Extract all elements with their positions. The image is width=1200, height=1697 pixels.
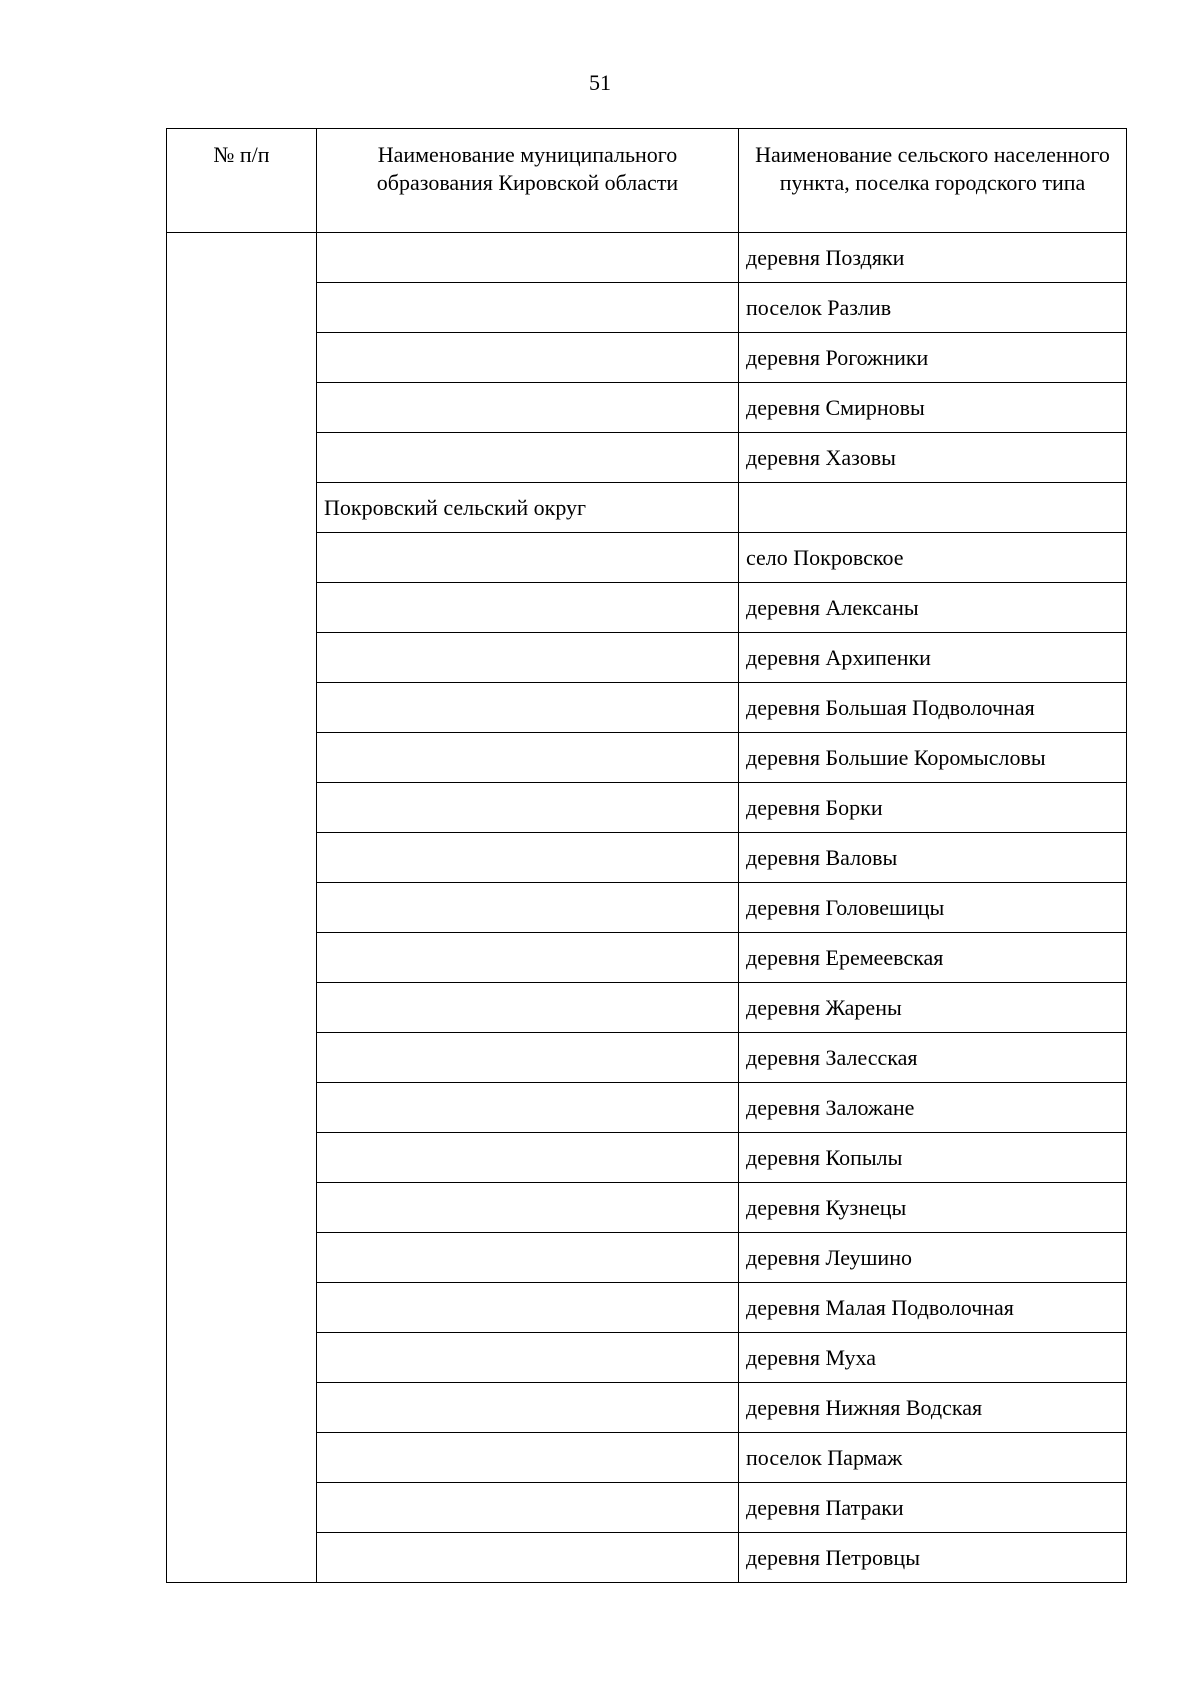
settlement-cell: деревня Валовы (739, 833, 1127, 883)
municipality-cell (317, 1483, 739, 1533)
settlement-cell: деревня Заложане (739, 1083, 1127, 1133)
settlements-table (166, 128, 1127, 1583)
settlement-cell: деревня Смирновы (739, 383, 1127, 433)
settlement-cell: деревня Борки (739, 783, 1127, 833)
settlement-cell: деревня Петровцы (739, 1533, 1127, 1583)
municipality-cell (317, 1383, 739, 1433)
settlement-cell: деревня Большие Коромысловы (739, 733, 1127, 783)
municipality-cell (317, 1533, 739, 1583)
settlement-cell: деревня Леушино (739, 1233, 1127, 1283)
settlement-cell: деревня Рогожники (739, 333, 1127, 383)
settlement-cell: деревня Кузнецы (739, 1183, 1127, 1233)
municipality-cell (317, 1433, 739, 1483)
municipality-cell (317, 1283, 739, 1333)
settlement-cell (739, 483, 1127, 533)
settlement-cell: деревня Алексаны (739, 583, 1127, 633)
municipality-cell (317, 983, 739, 1033)
settlement-cell: деревня Большая Подволочная (739, 683, 1127, 733)
municipality-cell (317, 583, 739, 633)
municipality-cell (317, 533, 739, 583)
municipality-cell (317, 283, 739, 333)
municipality-cell (317, 783, 739, 833)
header-settlement: Наименование сельского населенного пункта, поселка городского типа (739, 129, 1127, 233)
settlement-cell: деревня Малая Подволочная (739, 1283, 1127, 1333)
municipality-cell (317, 383, 739, 433)
settlement-cell: деревня Хазовы (739, 433, 1127, 483)
table-row (167, 233, 1127, 283)
settlement-cell: поселок Пармаж (739, 1433, 1127, 1483)
municipality-cell (317, 933, 739, 983)
settlement-cell: деревня Копылы (739, 1133, 1127, 1183)
settlement-cell: деревня Головешицы (739, 883, 1127, 933)
settlement-cell: деревня Муха (739, 1333, 1127, 1383)
municipality-cell (317, 1033, 739, 1083)
municipality-cell (317, 433, 739, 483)
number-cell (167, 233, 317, 1583)
settlement-cell: деревня Нижняя Водская (739, 1383, 1127, 1433)
header-municipality: Наименование муниципального образования Кировской области (317, 129, 739, 233)
municipality-cell (317, 833, 739, 883)
settlement-cell: деревня Залесская (739, 1033, 1127, 1083)
municipality-cell (317, 1333, 739, 1383)
settlement-cell: деревня Жарены (739, 983, 1127, 1033)
settlement-cell: деревня Патраки (739, 1483, 1127, 1533)
municipality-cell (317, 233, 739, 283)
municipality-cell (317, 1133, 739, 1183)
municipality-cell (317, 633, 739, 683)
settlement-cell: деревня Архипенки (739, 633, 1127, 683)
page-number: 51 (589, 70, 611, 95)
settlement-cell: село Покровское (739, 533, 1127, 583)
municipality-cell (317, 733, 739, 783)
municipality-cell (317, 1083, 739, 1133)
settlement-cell: деревня Еремеевская (739, 933, 1127, 983)
settlement-cell: деревня Поздяки (739, 233, 1127, 283)
municipality-cell (317, 333, 739, 383)
municipality-cell (317, 1183, 739, 1233)
table-header-row (167, 129, 1127, 233)
settlement-cell: поселок Разлив (739, 283, 1127, 333)
municipality-cell (317, 883, 739, 933)
municipality-cell (317, 683, 739, 733)
municipality-cell: Покровский сельский округ (317, 483, 739, 533)
header-number: № п/п (167, 129, 317, 233)
municipality-cell (317, 1233, 739, 1283)
